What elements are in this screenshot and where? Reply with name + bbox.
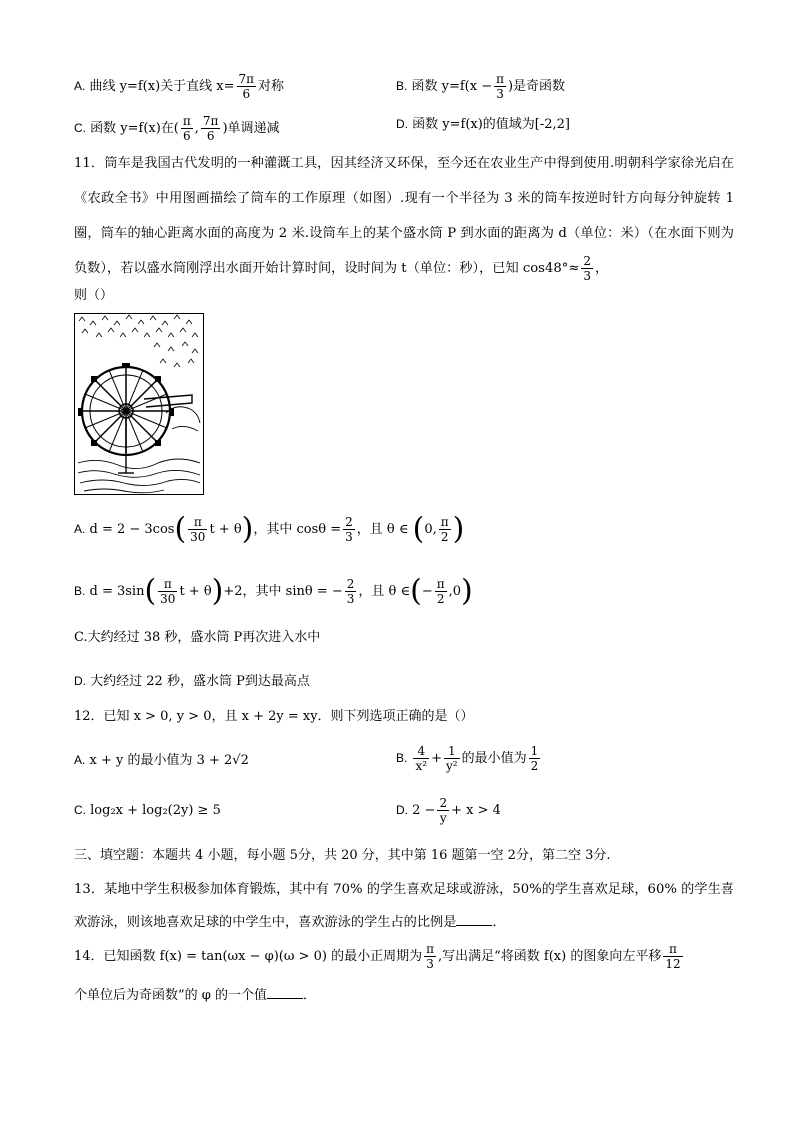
fraction: $\frac{1}{\text{y²}}$: [445, 744, 458, 773]
q11-option-c: C.大约经过 38 秒，盛水筒 P再次进入水中: [74, 630, 321, 645]
q14-line-2: 个单位后为奇函数”的 φ 的一个值 ．: [74, 984, 316, 1006]
section-heading: 三、填空题：本题共 4 小题，每小题 5分，共 20 分，其中第 16 题第一空 2分，第二空 3分.: [74, 848, 611, 863]
fraction: $\frac{\pi}{12}$: [665, 942, 681, 971]
answer-blank[interactable]: [456, 911, 492, 926]
fraction: $\frac{\pi}{3}$: [426, 942, 434, 971]
fraction: $\frac{2}{3}$: [346, 577, 355, 606]
fraction: $\frac{\pi}{30}$: [190, 515, 206, 544]
fraction: $\frac{2}{3}$: [583, 254, 592, 283]
answer-blank[interactable]: [267, 984, 303, 999]
fraction: $\frac{7\pi}{6}$: [238, 72, 255, 101]
q10-option-a: A. 曲线 y=f(x)关于直线 x= $\frac{7\pi}{6}$ 对称: [74, 72, 285, 101]
fraction: $\frac{2}{y}$: [439, 796, 448, 825]
fraction: $\frac{\pi}{30}$: [160, 577, 176, 606]
fraction: $\frac{\pi}{3}$: [496, 72, 504, 101]
fraction: $\frac{7\pi}{6}$: [202, 114, 219, 143]
q11-option-d: D. 大约经过 22 秒，盛水筒 P到达最高点: [74, 674, 310, 689]
fraction: $\frac{1}{2}$: [530, 744, 539, 773]
q11-option-b: B. d = 3sin( $\frac{\pi}{30}$ t + θ)+2，其中 sinθ = − $\frac{2}{3}$ ，且 θ ∈(− $\frac{\pi}{2}$ ,0): [74, 573, 473, 609]
q10-option-c: C. 函数 y=f(x)在( $\frac{\pi}{6}$ , $\frac{7\pi}{6}$ )单调递减: [74, 114, 280, 143]
q12-stem: 12．已知 x > 0, y > 0，且 x + 2y = xy．则下列选项正确的是（）: [74, 709, 474, 724]
q12-option-a: A. x + y 的最小值为 3 + 2√2: [74, 753, 249, 768]
q11-option-a: A. d = 2 − 3cos( $\frac{\pi}{30}$ t + θ)，其中 cosθ = $\frac{2}{3}$ ，且 θ ∈ (0, $\frac{\pi}{2}$ ): [74, 511, 465, 547]
fraction: $\frac{\pi}{6}$: [182, 114, 191, 143]
q12-option-b: B. $\frac{4}{\text{x²}}$ + $\frac{1}{\text{y²}}$ 的最小值为 $\frac{1}{2}$: [396, 744, 539, 773]
fraction: $\frac{\pi}{2}$: [436, 577, 445, 606]
q12-option-d: D. 2 − $\frac{2}{y}$ + x > 4: [396, 796, 501, 825]
q11-then: 则（）: [74, 288, 114, 303]
water-wheel-illustration: [74, 313, 204, 495]
q10-option-d: D. 函数 y=f(x)的值域为[-2,2]: [396, 117, 571, 132]
q11-stem: 11．筒车是我国古代发明的一种灌溉工具，因其经济又环保，至今还在农业生产中得到使用.明朝科学家徐光启在《农政全书》中用图画描绘了筒车的工作原理（如图）.现有一个半径为 3 米的筒车按逆时针方向每分钟旋转 1 圈，筒车的轴心距离水面的高度为 2 米.设筒车上的某个盛水筒 P 到水面的距离为 d（单位：米）（在水面下则为负数），若以盛水筒刚浮出水面开始计算时间，设时间为 t（单位：秒），已知 cos48°≈ $\frac{2}{3}$ ，: [74, 156, 734, 283]
q12-option-c: C. log₂x + log₂(2y) ≥ 5: [74, 803, 221, 818]
q10-option-b: B. 函数 y=f(x − $\frac{\pi}{3}$ )是奇函数: [396, 72, 566, 101]
fraction: $\frac{\pi}{2}$: [440, 515, 449, 544]
fraction: $\frac{4}{\text{x²}}$: [415, 744, 428, 773]
q14-line-1: 14．已知函数 f(x) = tan(ωx − φ)(ω > 0) 的最小正周期为 $\frac{\pi}{3}$ ,写出满足“将函数 f(x) 的图象向左平移 $\frac{\pi}{12}$: [74, 942, 681, 971]
fraction: $\frac{2}{3}$: [345, 515, 353, 544]
q13-text: 13．某地中学生积极参加体育锻炼，其中有 70% 的学生喜欢足球或游泳，50%的学生喜欢足球，60% 的学生喜欢游泳，则该地喜欢足球的中学生中，喜欢游泳的学生占的比例是 ．: [74, 882, 734, 930]
